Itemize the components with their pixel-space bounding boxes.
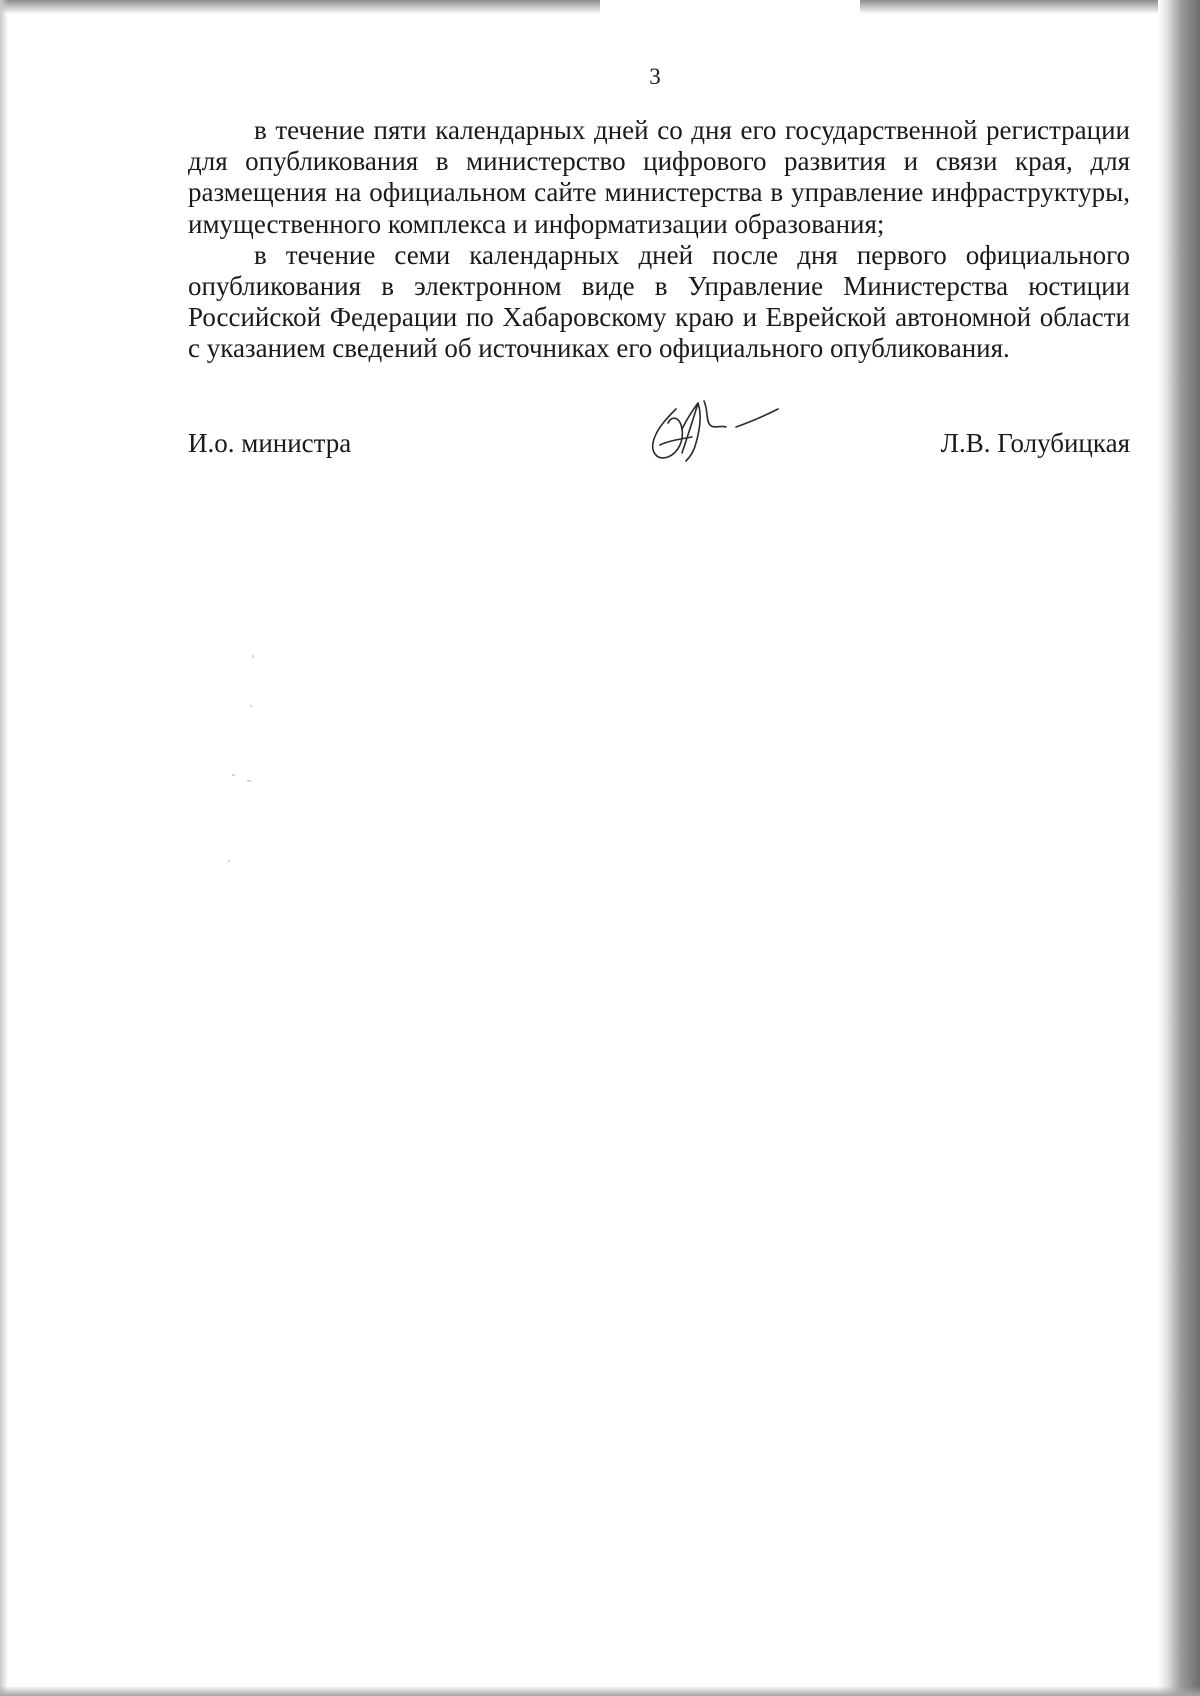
scan-speck: [247, 780, 251, 782]
scan-speck: [252, 655, 254, 658]
signatory-position: И.о. министра: [188, 428, 352, 458]
scan-edge-bottom: [0, 1686, 1200, 1696]
page-number: 3: [649, 64, 661, 89]
scan-edge-left: [0, 0, 8, 1696]
signatory-name: Л.В. Голубицкая: [940, 428, 1130, 458]
scan-speck: [250, 705, 252, 707]
handwritten-signature: [638, 395, 798, 475]
scan-speck: [232, 774, 235, 776]
scan-speck: [228, 860, 230, 862]
document-body: [188, 115, 1130, 365]
scan-edge-right: [1158, 0, 1200, 1696]
scan-edge-top-gap: [600, 0, 860, 14]
paragraph: в течение семи календарных дней после дня первого официального опубликования в электронном виде в Управление Министерства юстиции Российской Федерации по Хабаровскому краю и Еврейской автономной области с указанием сведений об источниках его официального опубликования.: [188, 239, 1130, 364]
paragraph: в течение пяти календарных дней со дня его государственной регистрации для опубликования в министерство цифрового развития и связи края, для размещения на официальном сайте министерства в управление инфраструктуры, имущественного комплекса и информатизации образования;: [188, 115, 1130, 239]
